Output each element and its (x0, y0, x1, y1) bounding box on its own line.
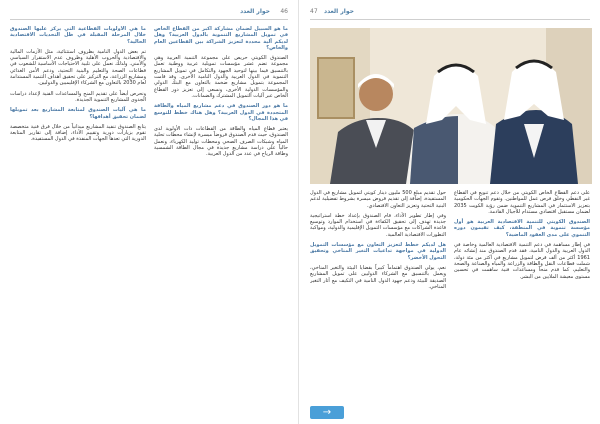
left-page-header (10, 8, 288, 20)
interview-question: ما هي آليات الصندوق لمتابعة المشاريع بعد تمويلها لضمان تحقيق أهدافها؟ (10, 107, 146, 120)
left-page-column-left (10, 26, 146, 418)
right-page-number: 47 (310, 8, 318, 15)
photo-illustration (310, 28, 592, 184)
body-paragraph: حول تقديم مبلغ 500 مليون دينار كويتي لتمويل مشاريع في الدول المستفيدة، إضافة إلى تقديم قروض ميسرة بشروط تفضيلية لدعم البنية التحتية وتعزيز التعاون الاقتصادي. (310, 190, 446, 209)
right-page-header (310, 8, 590, 20)
body-paragraph: يعتبر قطاع المياه والطاقة من القطاعات ذات الأولوية لدى الصندوق، حيث قدم الصندوق قروضاً ميسرة لإنشاء محطات تحلية المياه وشبكات الصرف الصحي ومحطات توليد الكهرباء، ونعمل حالياً على دراسة مشاريع جديدة في مجال الطاقة الشمسية وطاقة الرياح في عدد من الدول العربية. (154, 126, 288, 158)
body-paragraph: في إطار مساهمة في دعم التنمية الاقتصادية العالمية وخاصة في الدول العربية والدول النامية، فقد قدم الصندوق منذ إنشائه عام 1961 أكثر من ألف قرض لتمويل مشاريع في أكثر من مئة دولة، شملت قطاعات النقل والطاقة والزراعة والمياه والصناعة والصحة والتعليم، كما قدم منحاً ومساعدات فنية ساهمت في تحسين مستوى معيشة الملايين من البشر. (454, 242, 590, 280)
body-paragraph: وفي إطار تطوير الأداء، قام الصندوق بإعداد خطة استراتيجية جديدة تهدف إلى تحقيق الكفاءة في استخدام الموارد وتوسيع قاعدة الشراكات مع مؤسسات التمويل الإقليمية والدولية، ومواكبة التطورات الاقتصادية العالمية. (310, 212, 446, 238)
left-page (0, 0, 299, 424)
body-paragraph: الصندوق الكويتي حريص على مجموعة التنمية العربية وهي مجموعة تضم عشر مؤسسات تمويلية عربية ووطنية تعمل بالتنسيق فيما بينها لتوحيد الجهود والتكامل في تمويل المشاريع التنموية في الدول العربية والدول النامية الأخرى. وقد قامت المجموعة بتمويل مشاريع ضخمة بالتعاون مع البنك الدولي والمؤسسات الدولية الأخرى، ونسعى إلى تعزيز دور القطاع الخاص عبر آليات التمويل المشترك والضمانات. (154, 55, 288, 99)
body-paragraph: تم بعض الدول النامية بظروف استثنائية، مثل الأزمات المالية والاقتصادية والحروب الأهلية وظروف عدم الاستقرار السياسي والأمني. ولذلك نعمل على تلبية الاحتياجات الأساسية للشعوب في قطاعات الصحة والتعليم والبنية التحتية، ودعم الأمن الغذائي ومشاريع الزراعة، مع التركيز على تحقيق أهداف التنمية المستدامة لعام 2030 بالتعاون مع الشركاء الإقليميين والدوليين. (10, 48, 146, 87)
interview-question: ما هو دور الصندوق في دعم مشاريع المياه والطاقة المتجددة في الدول العربية؟ وهل هناك خطط للتوسع في هذا المجال؟ (154, 103, 288, 122)
body-paragraph: ونحرص أيضاً على تقديم المنح والمساعدات الفنية لإعداد دراسات الجدوى للمشاريع التنموية الجديدة. (10, 90, 146, 103)
right-page (300, 0, 600, 424)
next-page-button[interactable]: → (310, 406, 344, 419)
right-page-column-right (454, 190, 590, 418)
interview-question: ما هي الأولويات القطاعية التي يركز عليها الصندوق خلال المرحلة المقبلة في ظل التحديات الاقتصادية الحالية؟ (10, 26, 146, 45)
left-page-number: 46 (280, 8, 288, 15)
interview-photo (310, 28, 592, 184)
right-page-section-title: حوار العدد (324, 8, 354, 15)
interview-question: الصندوق الكويتي للتنمية الاقتصادية العربية هو أول مؤسسة تنموية في المنطقة، كيف تقيمون دوره التنموي على مدى العقود الماضية؟ (454, 219, 590, 238)
interview-question: ما هو السبيل لضمان مشاركة أكبر من القطاع الخاص في تمويل المشاريع التنموية بالدول العربية؟ وهل لديكم آلية محددة لتعزيز الشراكة بين القطاعين العام والخاص؟ (154, 26, 288, 51)
body-paragraph: نعم، يولي الصندوق اهتماماً كبيراً بقضايا البيئة والتغير المناخي، ويعمل بالتنسيق مع الشركاء الدوليين على تمويل المشاريع الصديقة للبيئة ودعم جهود الدول النامية في التكيف مع آثار التغير المناخي. (310, 264, 446, 290)
body-paragraph: يتابع الصندوق تنفيذ المشاريع ميدانياً من خلال فرق فنية متخصصة تقوم بزيارات دورية وتقييم الأداء، إضافة إلى تقارير المتابعة الدورية التي تعدها الجهات المنفذة في الدول المستفيدة. (10, 123, 146, 143)
left-page-section-title: حوار العدد (240, 8, 270, 15)
interview-question: هل لديكم خطط لتعزيز التعاون مع مؤسسات التمويل الدولية في مواجهة تداعيات التغير المناخي وتحقيق التحول الأخضر؟ (310, 242, 446, 261)
body-paragraph: على دعم القطاع الخاص الكويتي من خلال دعم تنويع في القطاع غير النفطي وخلق فرص عمل للمواطنين. وتقوم الجهات الحكومية بتعزيز الاستثمار في المشاريع التنموية ضمن رؤية الكويت 2035 لضمان مستقبل اقتصادي مستدام للأجيال القادمة. (454, 190, 590, 215)
left-page-column-right (154, 26, 288, 418)
right-page-column-left (310, 190, 446, 402)
